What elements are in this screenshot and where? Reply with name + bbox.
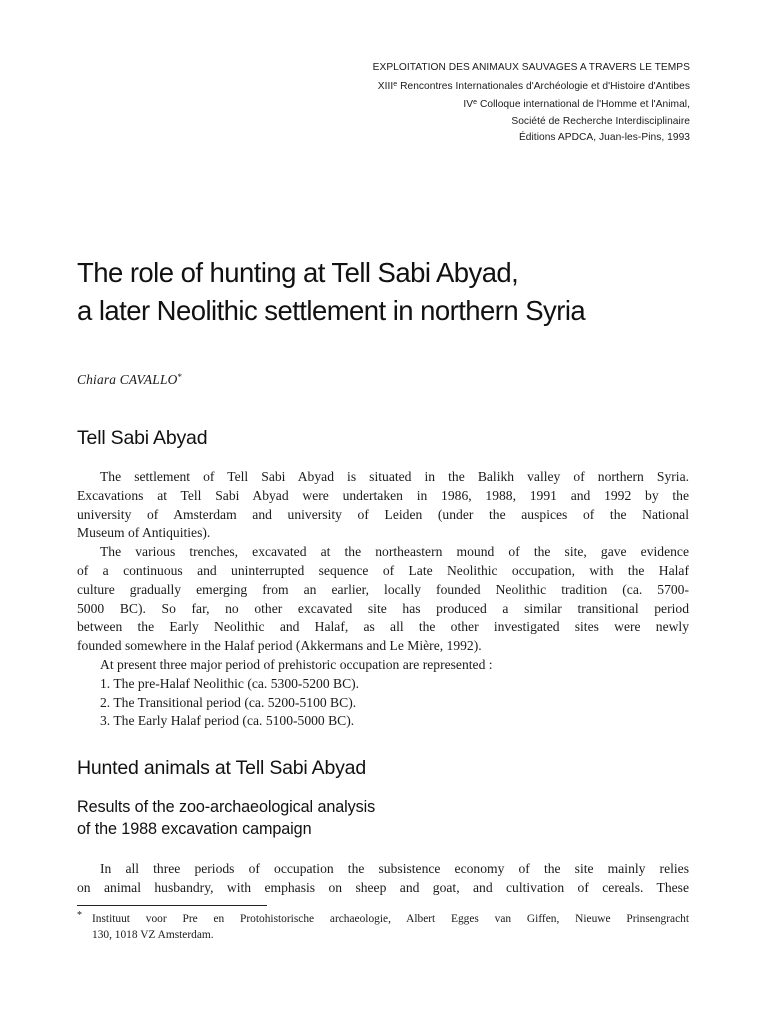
- author-affiliation-footnote: [77, 911, 689, 943]
- body-line: of a continuous and uninterrupted sequence of Late Neolithic occupation, with the Halaf: [77, 562, 689, 578]
- body-line: university of Amsterdam and university of Leiden (under the auspices of the National: [77, 506, 689, 522]
- body-line: In all three periods of occupation the subsistence economy of the site mainly relies: [100, 861, 689, 876]
- header-publisher: Éditions APDCA, Juan-les-Pins, 1993: [518, 132, 690, 144]
- subsection-heading-line-1: Results of the zoo-archaeological analysis: [77, 798, 376, 816]
- body-line: founded somewhere in the Halaf period (Akkermans and Le Mière, 1992).: [77, 638, 482, 654]
- section-heading-tell-sabi-abyad: Tell Sabi Abyad: [77, 427, 208, 449]
- subsection-heading: [77, 797, 375, 840]
- section-2-body: [77, 860, 689, 898]
- header-conference-line: [373, 77, 690, 96]
- occupation-periods-list: [100, 675, 359, 731]
- section-1-body: [77, 468, 689, 675]
- body-line: The settlement of Tell Sabi Abyad is situated in the Balikh valley of northern Syria.: [100, 469, 689, 484]
- header-conference-text: Rencontres Internationales d'Archéologie et d'Histoire d'Antibes: [397, 80, 690, 92]
- body-line: on animal husbandry, with emphasis on sheep and goat, and cultivation of cereals. These: [77, 879, 689, 895]
- body-line: between the Early Neolithic and Halaf, as all the other investigated sites were newly: [77, 619, 689, 635]
- header-colloque-line: [373, 95, 690, 114]
- header-colloque-ordinal: IV: [463, 99, 474, 111]
- header-colloque-ordinal-sup: e: [473, 99, 478, 107]
- header-society: Société de Recherche Interdisciplinaire: [511, 115, 690, 127]
- footnote-marker: *: [77, 910, 82, 921]
- footnote-line-1: Instituut voor Pre en Protohistorische archaeologie, Albert Egges van Giffen, Nieuwe Prinsengracht: [92, 913, 689, 925]
- header-series-title: EXPLOITATION DES ANIMAUX SAUVAGES A TRAVERS LE TEMPS: [372, 62, 690, 73]
- list-item: 1. The pre-Halaf Neolithic (ca. 5300-5200 BC).: [100, 675, 360, 691]
- body-line: Museum of Antiquities).: [77, 525, 211, 541]
- paper-title-line-1: The role of hunting at Tell Sabi Abyad,: [77, 257, 519, 288]
- section-heading-hunted-animals: Hunted animals at Tell Sabi Abyad: [77, 757, 366, 779]
- footnote-divider: [77, 905, 267, 906]
- body-line: The various trenches, excavated at the northeastern mound of the site, gave evidence: [100, 544, 689, 560]
- body-line: culture gradually emerging from an earlier, locally founded Neolithic tradition (ca. 5700-: [77, 581, 689, 597]
- author-footnote-marker: *: [177, 372, 183, 382]
- author-name-text: Chiara CAVALLO: [77, 372, 178, 387]
- paper-title-line-2: a later Neolithic settlement in northern Syria: [77, 295, 586, 326]
- list-item: 3. The Early Halaf period (ca. 5100-5000 BC).: [100, 713, 355, 729]
- list-item: 2. The Transitional period (ca. 5200-5100 BC).: [100, 694, 357, 710]
- subsection-heading-line-2: of the 1988 excavation campaign: [77, 819, 312, 838]
- body-line: 5000 BC). So far, no other excavated site has produced a similar transitional period: [77, 600, 689, 616]
- author-name: [77, 372, 182, 388]
- publication-header: [373, 60, 690, 147]
- header-colloque-text: Colloque international de l'Homme et l'Animal,: [477, 99, 690, 111]
- paper-title: [77, 254, 717, 330]
- header-conference-ordinal-sup: e: [393, 80, 398, 88]
- body-line: Excavations at Tell Sabi Abyad were undertaken in 1986, 1988, 1991 and 1992 by the: [77, 487, 689, 503]
- body-line: At present three major period of prehistoric occupation are represented :: [100, 656, 493, 672]
- header-conference-ordinal: XIII: [377, 80, 394, 92]
- footnote-line-2: 130, 1018 VZ Amsterdam.: [92, 929, 214, 942]
